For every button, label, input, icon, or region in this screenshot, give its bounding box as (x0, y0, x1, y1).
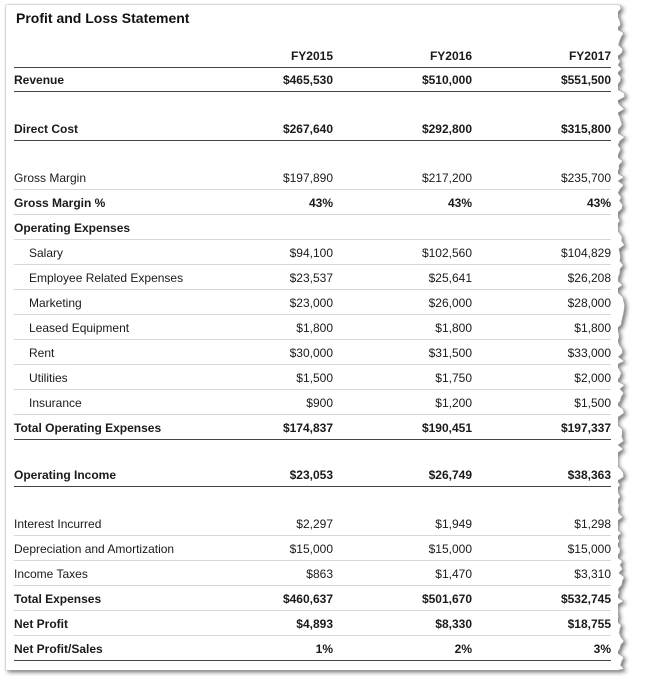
row-label: Gross Margin (14, 171, 87, 185)
cell-fy2015: $465,530 (282, 73, 333, 87)
row-label: Operating Expenses (14, 221, 131, 235)
cell-fy2017: $33,000 (567, 346, 611, 360)
cell-fy2015: $460,637 (282, 592, 333, 606)
cell-fy2015: $15,000 (289, 542, 333, 556)
cell-fy2017: $315,800 (560, 122, 611, 136)
cell-fy2017: $197,337 (560, 421, 611, 435)
cell-fy2017: $1,298 (574, 517, 611, 531)
cell-fy2016: $25,641 (428, 271, 472, 285)
cell-fy2016: $1,200 (435, 396, 472, 410)
cell-fy2015: $23,053 (289, 468, 333, 482)
row-operating-income (14, 463, 611, 487)
cell-fy2016: $26,000 (428, 296, 472, 310)
row-rent (14, 341, 611, 365)
cell-fy2017: $1,500 (574, 396, 611, 410)
row-label: Depreciation and Amortization (14, 542, 175, 556)
cell-fy2017: 43% (586, 196, 611, 210)
row-label: Direct Cost (14, 122, 79, 136)
cell-fy2017: $532,745 (560, 592, 611, 606)
cell-fy2016: 2% (454, 642, 472, 656)
cell-fy2016: $510,000 (421, 73, 472, 87)
row-marketing (14, 291, 611, 315)
row-label: Salary (29, 246, 64, 260)
cell-fy2017: $15,000 (567, 542, 611, 556)
cell-fy2017: $38,363 (567, 468, 611, 482)
row-revenue (14, 68, 611, 92)
cell-fy2015: $1,500 (296, 371, 333, 385)
cell-fy2016: $217,200 (421, 171, 472, 185)
cell-fy2017: $104,829 (560, 246, 611, 260)
cell-fy2016: $26,749 (428, 468, 472, 482)
cell-fy2017: $1,800 (574, 321, 611, 335)
cell-fy2017: $2,000 (574, 371, 611, 385)
row-label: Leased Equipment (29, 321, 130, 335)
row-salary (14, 241, 611, 265)
cell-fy2016: $15,000 (428, 542, 472, 556)
row-label: Rent (29, 346, 55, 360)
pl-statement-sheet (6, 5, 618, 670)
row-label: Employee Related Expenses (29, 271, 184, 285)
cell-fy2015: $2,297 (296, 517, 333, 531)
cell-fy2015: 43% (308, 196, 333, 210)
row-label: Revenue (14, 73, 65, 87)
row-label: Total Expenses (14, 592, 102, 606)
row-gross-margin-pct (14, 191, 611, 215)
row-label: Net Profit/Sales (14, 642, 103, 656)
row-operating-expenses-header (14, 216, 611, 240)
statement-title: Profit and Loss Statement (16, 10, 190, 26)
row-label: Income Taxes (14, 567, 88, 581)
cell-fy2017: $551,500 (560, 73, 611, 87)
cell-fy2015: $23,537 (289, 271, 333, 285)
row-label: Insurance (29, 396, 82, 410)
row-label: Total Operating Expenses (14, 421, 162, 435)
row-label: Gross Margin % (14, 196, 106, 210)
row-label: Utilities (29, 371, 68, 385)
cell-fy2017: $18,755 (567, 617, 611, 631)
cell-fy2016: $1,750 (435, 371, 472, 385)
row-net-profit-sales (14, 637, 611, 661)
cell-fy2016: $1,470 (435, 567, 472, 581)
row-net-profit (14, 612, 611, 636)
cell-fy2016: $1,949 (435, 517, 472, 531)
column-header-fy2017: FY2017 (568, 49, 611, 63)
cell-fy2015: $197,890 (282, 171, 333, 185)
row-total-expenses (14, 587, 611, 611)
cell-fy2015: $1,800 (296, 321, 333, 335)
cell-fy2015: $4,893 (296, 617, 333, 631)
column-header-fy2015: FY2015 (290, 49, 333, 63)
cell-fy2015: $174,837 (282, 421, 333, 435)
row-label: Marketing (29, 296, 82, 310)
cell-fy2015: $900 (306, 396, 333, 410)
cell-fy2017: 3% (593, 642, 611, 656)
cell-fy2016: $501,670 (421, 592, 472, 606)
column-header-fy2016: FY2016 (429, 49, 472, 63)
column-header-row (14, 44, 611, 68)
cell-fy2015: $863 (306, 567, 333, 581)
cell-fy2015: $30,000 (289, 346, 333, 360)
cell-fy2017: $26,208 (567, 271, 611, 285)
cell-fy2016: $1,800 (435, 321, 472, 335)
cell-fy2016: $8,330 (435, 617, 472, 631)
row-depreciation-amortization (14, 537, 611, 561)
cell-fy2017: $28,000 (567, 296, 611, 310)
cell-fy2016: $31,500 (428, 346, 472, 360)
row-gross-margin (14, 166, 611, 190)
cell-fy2015: 1% (315, 642, 333, 656)
cell-fy2017: $3,310 (574, 567, 611, 581)
row-income-taxes (14, 562, 611, 586)
cell-fy2017: $235,700 (560, 171, 611, 185)
row-label: Net Profit (14, 617, 68, 631)
row-total-operating-expenses (14, 416, 611, 440)
row-utilities (14, 366, 611, 390)
cell-fy2016: $292,800 (421, 122, 472, 136)
row-leased-equipment (14, 316, 611, 340)
row-label: Interest Incurred (14, 517, 102, 531)
row-direct-cost (14, 117, 611, 141)
cell-fy2016: $102,560 (421, 246, 472, 260)
cell-fy2015: $267,640 (282, 122, 333, 136)
cell-fy2015: $94,100 (289, 246, 333, 260)
cell-fy2016: 43% (447, 196, 472, 210)
cell-fy2015: $23,000 (289, 296, 333, 310)
row-insurance (14, 391, 611, 415)
row-employee-related-expenses (14, 266, 611, 290)
cell-fy2016: $190,451 (421, 421, 472, 435)
row-interest-incurred (14, 512, 611, 536)
row-label: Operating Income (14, 468, 117, 482)
